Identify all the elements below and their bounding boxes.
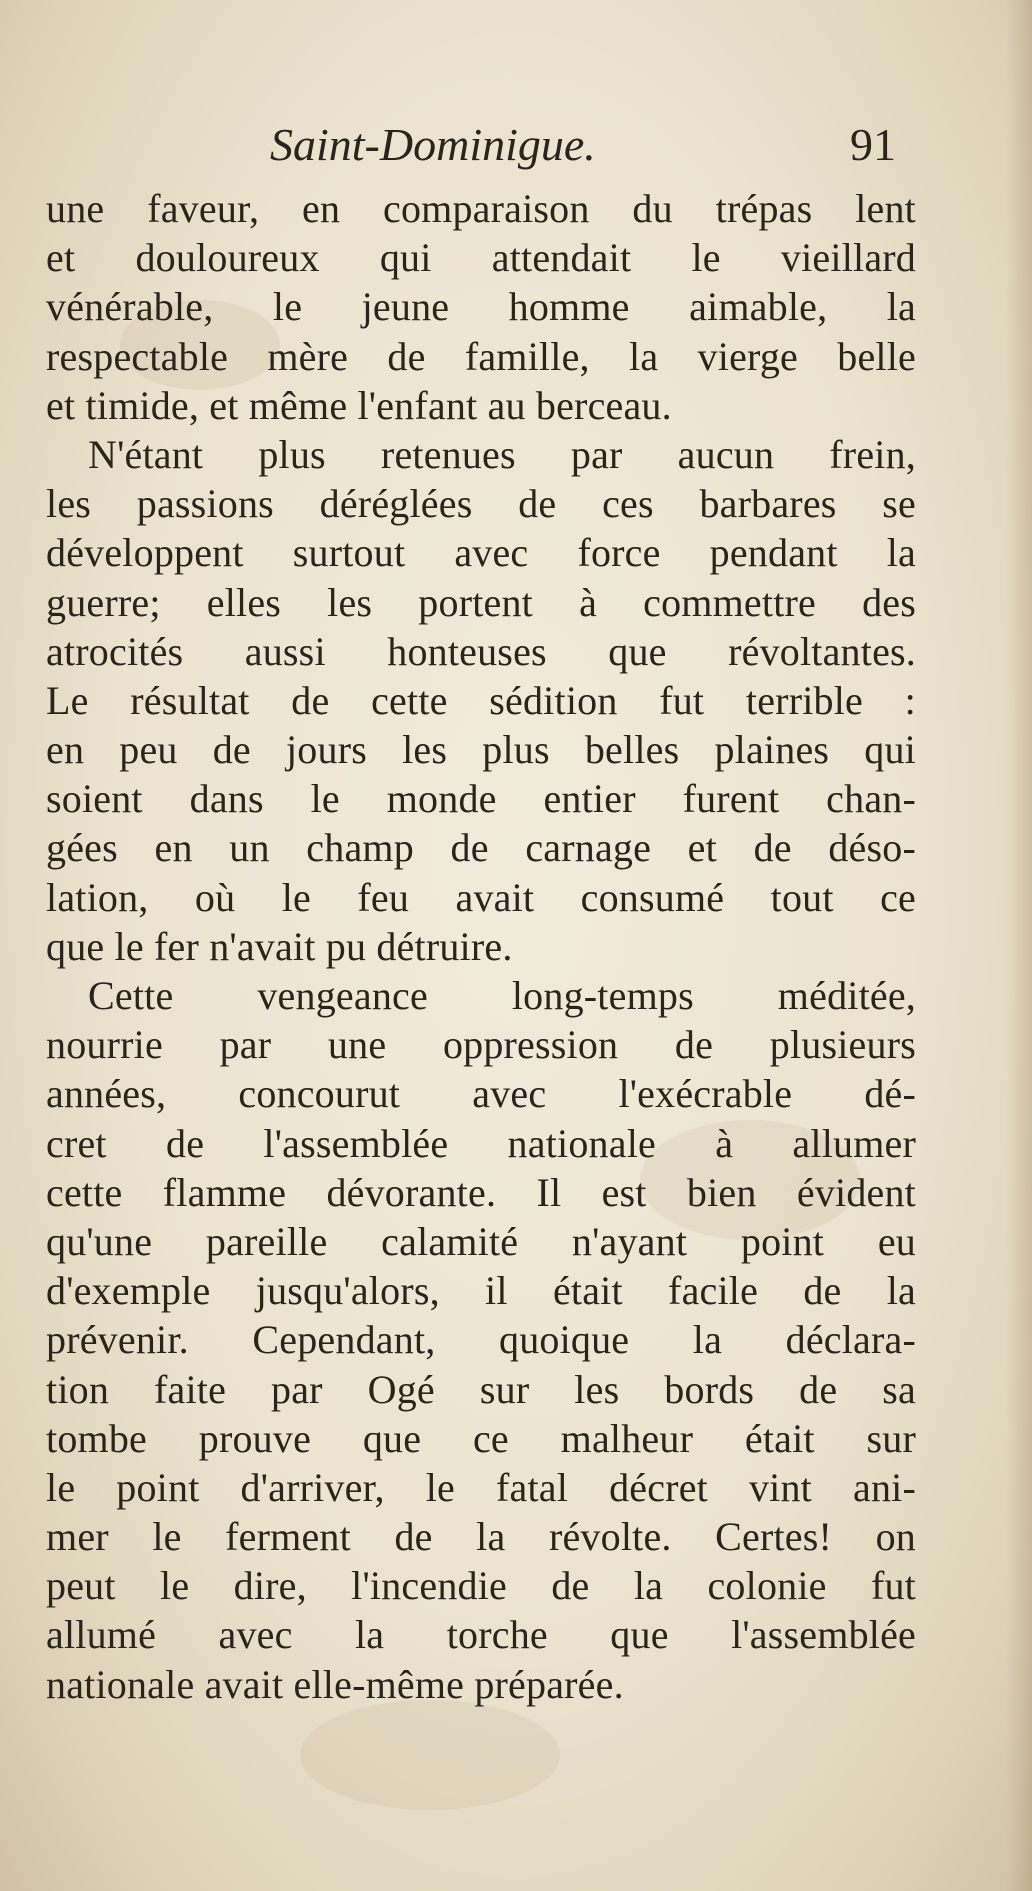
text-line: tombe prouve que ce malheur était sur — [46, 1415, 916, 1461]
text-line: Cette vengeance long-temps méditée, — [88, 973, 916, 1018]
text-line: les passions déréglées de ces barbares se — [46, 481, 916, 527]
text-line: gées en un champ de carnage et de déso- — [46, 825, 916, 871]
text-line: en peu de jours les plus belles plaines qui — [46, 727, 916, 773]
text-line: le point d'arriver, le fatal décret vint ani- — [46, 1464, 916, 1510]
running-title: Saint-Dominigue. — [270, 119, 596, 170]
text-line: une faveur, en comparaison du trépas lent — [46, 186, 916, 231]
text-line: développent surtout avec force pendant la — [46, 530, 916, 576]
text-line: et douloureux qui attendait le vieillard — [46, 235, 916, 281]
page-number: 91 — [850, 119, 896, 170]
text-line: d'exemple jusqu'alors, il était facile de la — [46, 1268, 916, 1314]
text-line: mer le ferment de la révolte. Certes! on — [46, 1514, 916, 1560]
text-line: nourrie par une oppression de plusieurs — [46, 1022, 916, 1068]
running-head — [0, 118, 1032, 174]
text-line: atrocités aussi honteuses que révoltantes. — [46, 628, 916, 674]
text-line: respectable mère de famille, la vierge belle — [46, 333, 916, 379]
text-line: guerre; elles les portent à commettre des — [46, 579, 916, 625]
text-line: et timide, et même l'enfant au berceau. — [46, 382, 672, 428]
paper-stain — [300, 1700, 560, 1810]
page-edge-shadow — [1006, 0, 1032, 1891]
text-line: tion faite par Ogé sur les bords de sa — [46, 1366, 916, 1412]
text-line: allumé avec la torche que l'assemblée — [46, 1612, 916, 1658]
text-line: années, concourut avec l'exécrable dé- — [46, 1071, 916, 1117]
text-line: nationale avait elle-même préparée. — [46, 1661, 624, 1707]
text-line: qu'une pareille calamité n'ayant point eu — [46, 1218, 916, 1264]
text-line: vénérable, le jeune homme aimable, la — [46, 284, 916, 330]
text-line: que le fer n'avait pu détruire. — [46, 923, 513, 969]
text-line: soient dans le monde entier furent chan- — [46, 776, 916, 822]
text-line: peut le dire, l'incendie de la colonie fut — [46, 1563, 916, 1609]
body-text — [46, 184, 916, 1709]
text-line: cret de l'assemblée nationale à allumer — [46, 1120, 916, 1166]
text-line: Le résultat de cette sédition fut terrible : — [46, 677, 916, 723]
text-line: prévenir. Cependant, quoique la déclara- — [46, 1317, 916, 1363]
text-line: lation, où le feu avait consumé tout ce — [46, 874, 916, 920]
text-line: N'étant plus retenues par aucun frein, — [88, 431, 916, 477]
text-line: cette flamme dévorante. Il est bien évident — [46, 1169, 916, 1215]
